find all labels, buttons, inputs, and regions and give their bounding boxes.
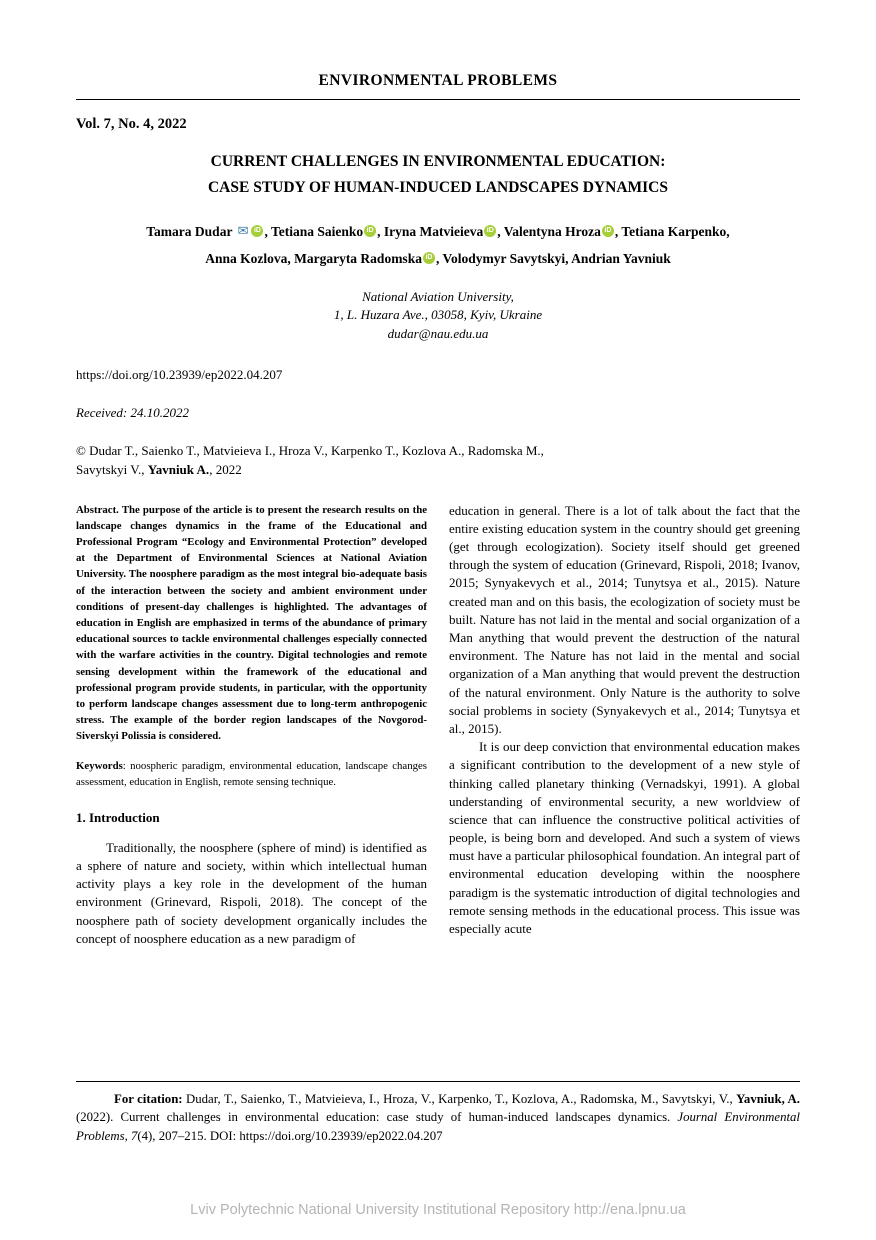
orcid-icon[interactable]: iD xyxy=(251,225,263,237)
citation-text: (4), 207–215. DOI: xyxy=(137,1128,240,1143)
article-title xyxy=(76,149,800,200)
orcid-icon[interactable]: iD xyxy=(364,225,376,237)
copyright-text: Savytskyi V., xyxy=(76,462,148,478)
affiliation-email: dudar@nau.edu.ua xyxy=(387,325,489,341)
orcid-icon[interactable]: iD xyxy=(423,252,435,264)
authors-block xyxy=(76,218,800,272)
author-name: , Volodymyr Savytskyi, Andrian Yavniuk xyxy=(435,251,671,267)
author-name: Tamara Dudar xyxy=(146,224,236,240)
keywords-lead: Keywords xyxy=(76,759,123,772)
abstract-text: The purpose of the article is to present the research results on the landscape changes dynamics in the frame of the Educational and Professional Program “Ecology and Environmental Protection” developed at the Department of Environmental Sciences at National Aviation University. The noosphere paradigm as the most integral bio-adequate basis of the interaction between the society and ambient environment under conditions of present-day challenges is highlighted. The advantages of education in English are emphasized in terms of the abundance of primary educational sources to tackle environmental challenges especially connected with the warfare activities in the country. Digital technologies and remote sensing development within the framework of the educational and professional program provide students, in particular, with the opportunity to perform landscape changes assessment due to long-term anthropogenic stress. The example of the border region landscapes of the Novgorod-Siverskyi Polissia is considered. xyxy=(76,503,427,743)
citation-text xyxy=(76,1090,800,1146)
body-paragraph-2: It is our deep conviction that environmental education makes a significant contribution to the development of a new style of thinking called planetary thinking (Vernadskyi, 1991). A global understanding of environmental security, a new worldview of science that can influence the constructive political activities of people, is being born and developed. And such a system of views must have a particular philosophical foundation. An integral part of environmental education developing within the noosphere paradigm is the systematic introduction of digital technologies and remote sensing methods in the educational process. This issue was especially acute xyxy=(449,739,800,936)
affiliation-institution: National Aviation University, xyxy=(362,289,514,305)
right-column xyxy=(449,502,800,939)
author-name: Anna Kozlova, Margaryta Radomska xyxy=(205,251,422,267)
orcid-icon[interactable]: iD xyxy=(602,225,614,237)
abstract-lead: Abstract. xyxy=(76,503,119,516)
volume-issue-line: Vol. 7, No. 4, 2022 xyxy=(76,116,187,132)
citation-text: (2022). Current challenges in environmental education: case study of human-induced landscapes dynamics. xyxy=(76,1110,678,1125)
section-heading-introduction: 1. Introduction xyxy=(76,809,160,825)
copyright-text: , 2022 xyxy=(209,462,242,478)
author-name: , Iryna Matvieieva xyxy=(377,224,484,240)
left-column xyxy=(76,502,427,948)
intro-paragraph: Traditionally, the noosphere (sphere of mind) is identified as a sphere of nature and society, within which intellectual human activity plays a key role in the development of the human environment (Grinevard, Rispoli, 2018). The concept of the noosphere path of society development organically includes the concept of noosphere education as a new paradigm of xyxy=(76,839,427,946)
citation-text: , xyxy=(124,1128,131,1143)
keywords-paragraph xyxy=(76,758,427,790)
citation-highlighted-author: Yavniuk, A. xyxy=(736,1091,800,1106)
author-name: , Tetiana Saienko xyxy=(264,224,364,240)
header-rule xyxy=(76,99,800,100)
author-name: , Valentyna Hroza xyxy=(497,224,601,240)
citation-journal-name: Journal Environmental Problems xyxy=(76,1110,800,1143)
journal-header: ENVIRONMENTAL PROBLEMS xyxy=(318,72,558,89)
citation-text: Dudar, T., Saienko, T., Matvieieva, I., Hroza, V., Karpenko, T., Kozlova, A., Radomska, M., Savytskyi, V., xyxy=(186,1091,737,1106)
affiliation-block xyxy=(76,288,800,343)
copyright-block xyxy=(76,441,800,480)
citation-block xyxy=(76,1081,800,1146)
citation-lead: For citation: xyxy=(114,1091,186,1106)
copyright-highlighted-author: Yavniuk A. xyxy=(147,462,210,478)
abstract-paragraph xyxy=(76,502,427,745)
doi-link[interactable]: https://doi.org/10.23939/ep2022.04.207 xyxy=(76,366,283,382)
repository-watermark: Lviv Polytechnic National University Institutional Repository http://ena.lpnu.ua xyxy=(190,1202,686,1218)
copyright-line-1: © Dudar T., Saienko T., Matvieieva I., Hroza V., Karpenko T., Kozlova A., Radomska M., xyxy=(76,442,544,458)
two-column-body xyxy=(76,502,800,1067)
author-name: , Tetiana Karpenko, xyxy=(614,224,730,240)
citation-doi-link[interactable]: https://doi.org/10.23939/ep2022.04.207 xyxy=(239,1128,443,1143)
article-title-line1: CURRENT CHALLENGES IN ENVIRONMENTAL EDUCATION: xyxy=(210,153,666,170)
authors-line-1 xyxy=(76,218,800,245)
body-paragraph-1: education in general. There is a lot of talk about the fact that the entire existing education system in the country should get greening (get through ecologization). Society itself should get greened through the system of education (Grinevard, Rispoli, 2018; Ivanov, 2015; Synyakevych et al., 2014; Tunytsya et al., 2015). Nature created man and on this basis, the ecologization of society must be built. Nature has not laid in the mental and social organization of a Man anything that would prevent the destruction of the natural environment. The Nature has not laid in the mental and social organization of a Man anything that would prevent the destruction of the natural environment. Only Nature is the authority to solve social problems in society (Synyakevych et al., 2014; Tunytsya et al., 2015). xyxy=(449,502,800,736)
received-date-line: Received: 24.10.2022 xyxy=(76,404,189,420)
copyright-line-2 xyxy=(76,460,800,480)
article-title-line2: CASE STUDY OF HUMAN-INDUCED LANDSCAPES DYNAMICS xyxy=(207,178,668,196)
keywords-text: : noospheric paradigm, environmental education, landscape changes assessment, education in English, remote sensing technique. xyxy=(76,759,427,788)
email-icon[interactable]: ✉ xyxy=(237,223,249,239)
orcid-icon[interactable]: iD xyxy=(484,225,496,237)
affiliation-address: 1, L. Huzara Ave., 03058, Kyiv, Ukraine xyxy=(333,307,543,323)
citation-volume: 7 xyxy=(130,1128,138,1143)
authors-line-2 xyxy=(76,245,800,272)
